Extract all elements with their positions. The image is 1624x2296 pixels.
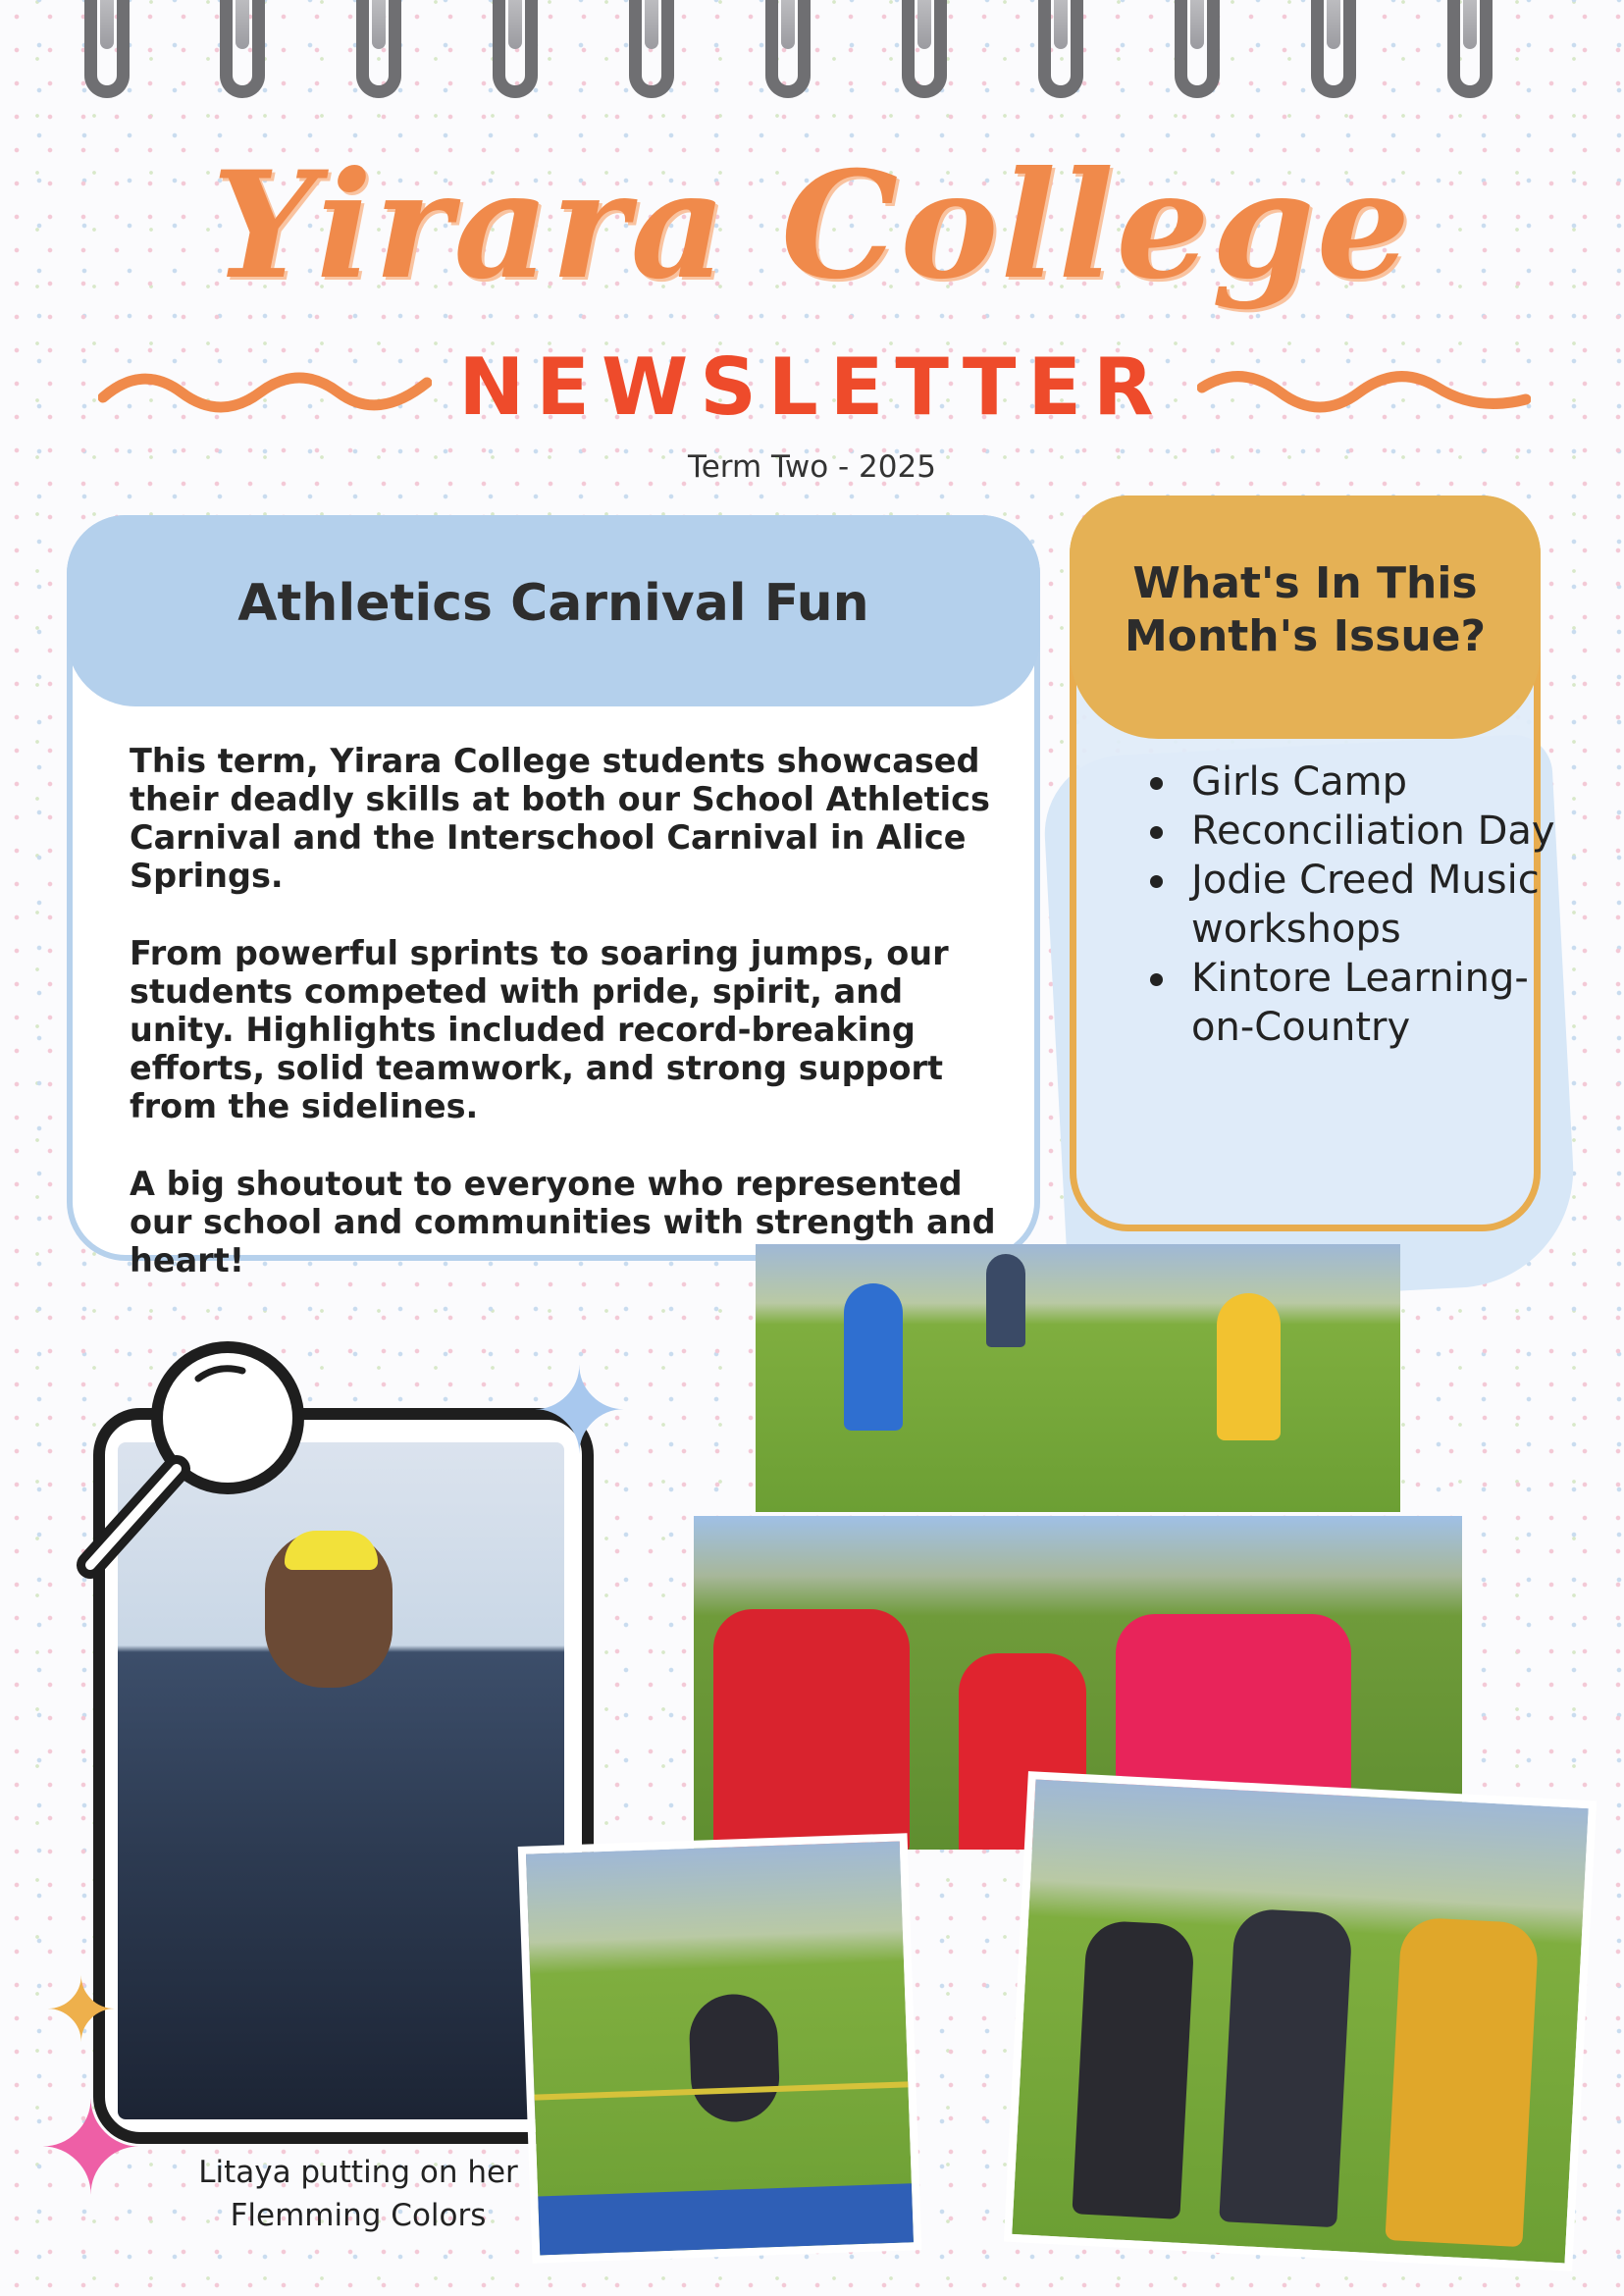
athletics-card-title: Athletics Carnival Fun <box>237 574 869 633</box>
term-label: Term Two - 2025 <box>688 449 936 485</box>
runner-figure <box>1217 1293 1281 1440</box>
runner-figure <box>986 1254 1025 1347</box>
person-figure <box>1072 1920 1195 2219</box>
jumper-figure <box>688 1993 780 2123</box>
person-figure <box>713 1609 910 1850</box>
issue-list-item: Girls Camp <box>1191 757 1584 807</box>
binding-ring <box>1038 0 1083 98</box>
athletics-paragraph: This term, Yirara College students showcased their deadly skills at both our School Athletics Carnival and the Interschool Carnival in Alice Springs. <box>130 742 990 895</box>
binding-ring <box>765 0 811 98</box>
binding-ring <box>220 0 265 98</box>
binding-ring <box>902 0 947 98</box>
sparkle-icon: ✦ <box>37 2074 144 2223</box>
issue-list-item: Jodie Creed Music workshops <box>1191 856 1584 954</box>
person-figure <box>1219 1907 1353 2227</box>
binding-ring <box>1175 0 1220 98</box>
athletics-paragraph: From powerful sprints to soaring jumps, our students competed with pride, spirit, and unity. Highlights included record-breaking efforts, solid teamwork, and strong support from the sidelines. <box>130 934 949 1125</box>
photo-caption: Litaya putting on her Flemming Colors <box>198 2155 518 2233</box>
magnifier-icon <box>71 1330 326 1614</box>
issue-list <box>1148 757 1584 1052</box>
person-figure <box>1385 1916 1539 2247</box>
athletics-paragraph: A big shoutout to everyone who represented our school and communities with strength and heart! <box>130 1165 996 1279</box>
runner-figure <box>844 1283 903 1431</box>
high-jump-photo <box>518 1833 922 2264</box>
landing-mat <box>538 2183 914 2255</box>
binding-ring <box>84 0 130 98</box>
sparkle-icon: ✦ <box>44 1959 119 2062</box>
issue-list-item: Reconciliation Day <box>1191 807 1584 856</box>
binding-ring <box>629 0 674 98</box>
binding-ring <box>1447 0 1493 98</box>
spiral-binding <box>0 0 1624 113</box>
issue-box-title: What's In This Month's Issue? <box>1124 558 1487 661</box>
binding-ring <box>356 0 401 98</box>
right-wave-decoration <box>1197 358 1531 417</box>
newsletter-subtitle: NEWSLETTER <box>458 341 1166 433</box>
sparkle-icon: ✦ <box>530 1344 629 1481</box>
tug-of-war-photo <box>1004 1771 1597 2271</box>
newsletter-title: Yirara College <box>211 139 1413 312</box>
binding-ring <box>493 0 538 98</box>
binding-ring <box>1311 0 1356 98</box>
athletics-card-body <box>130 742 1013 1319</box>
issue-list-item: Kintore Learning-on-Country <box>1191 954 1584 1052</box>
sprint-race-photo <box>756 1244 1400 1512</box>
